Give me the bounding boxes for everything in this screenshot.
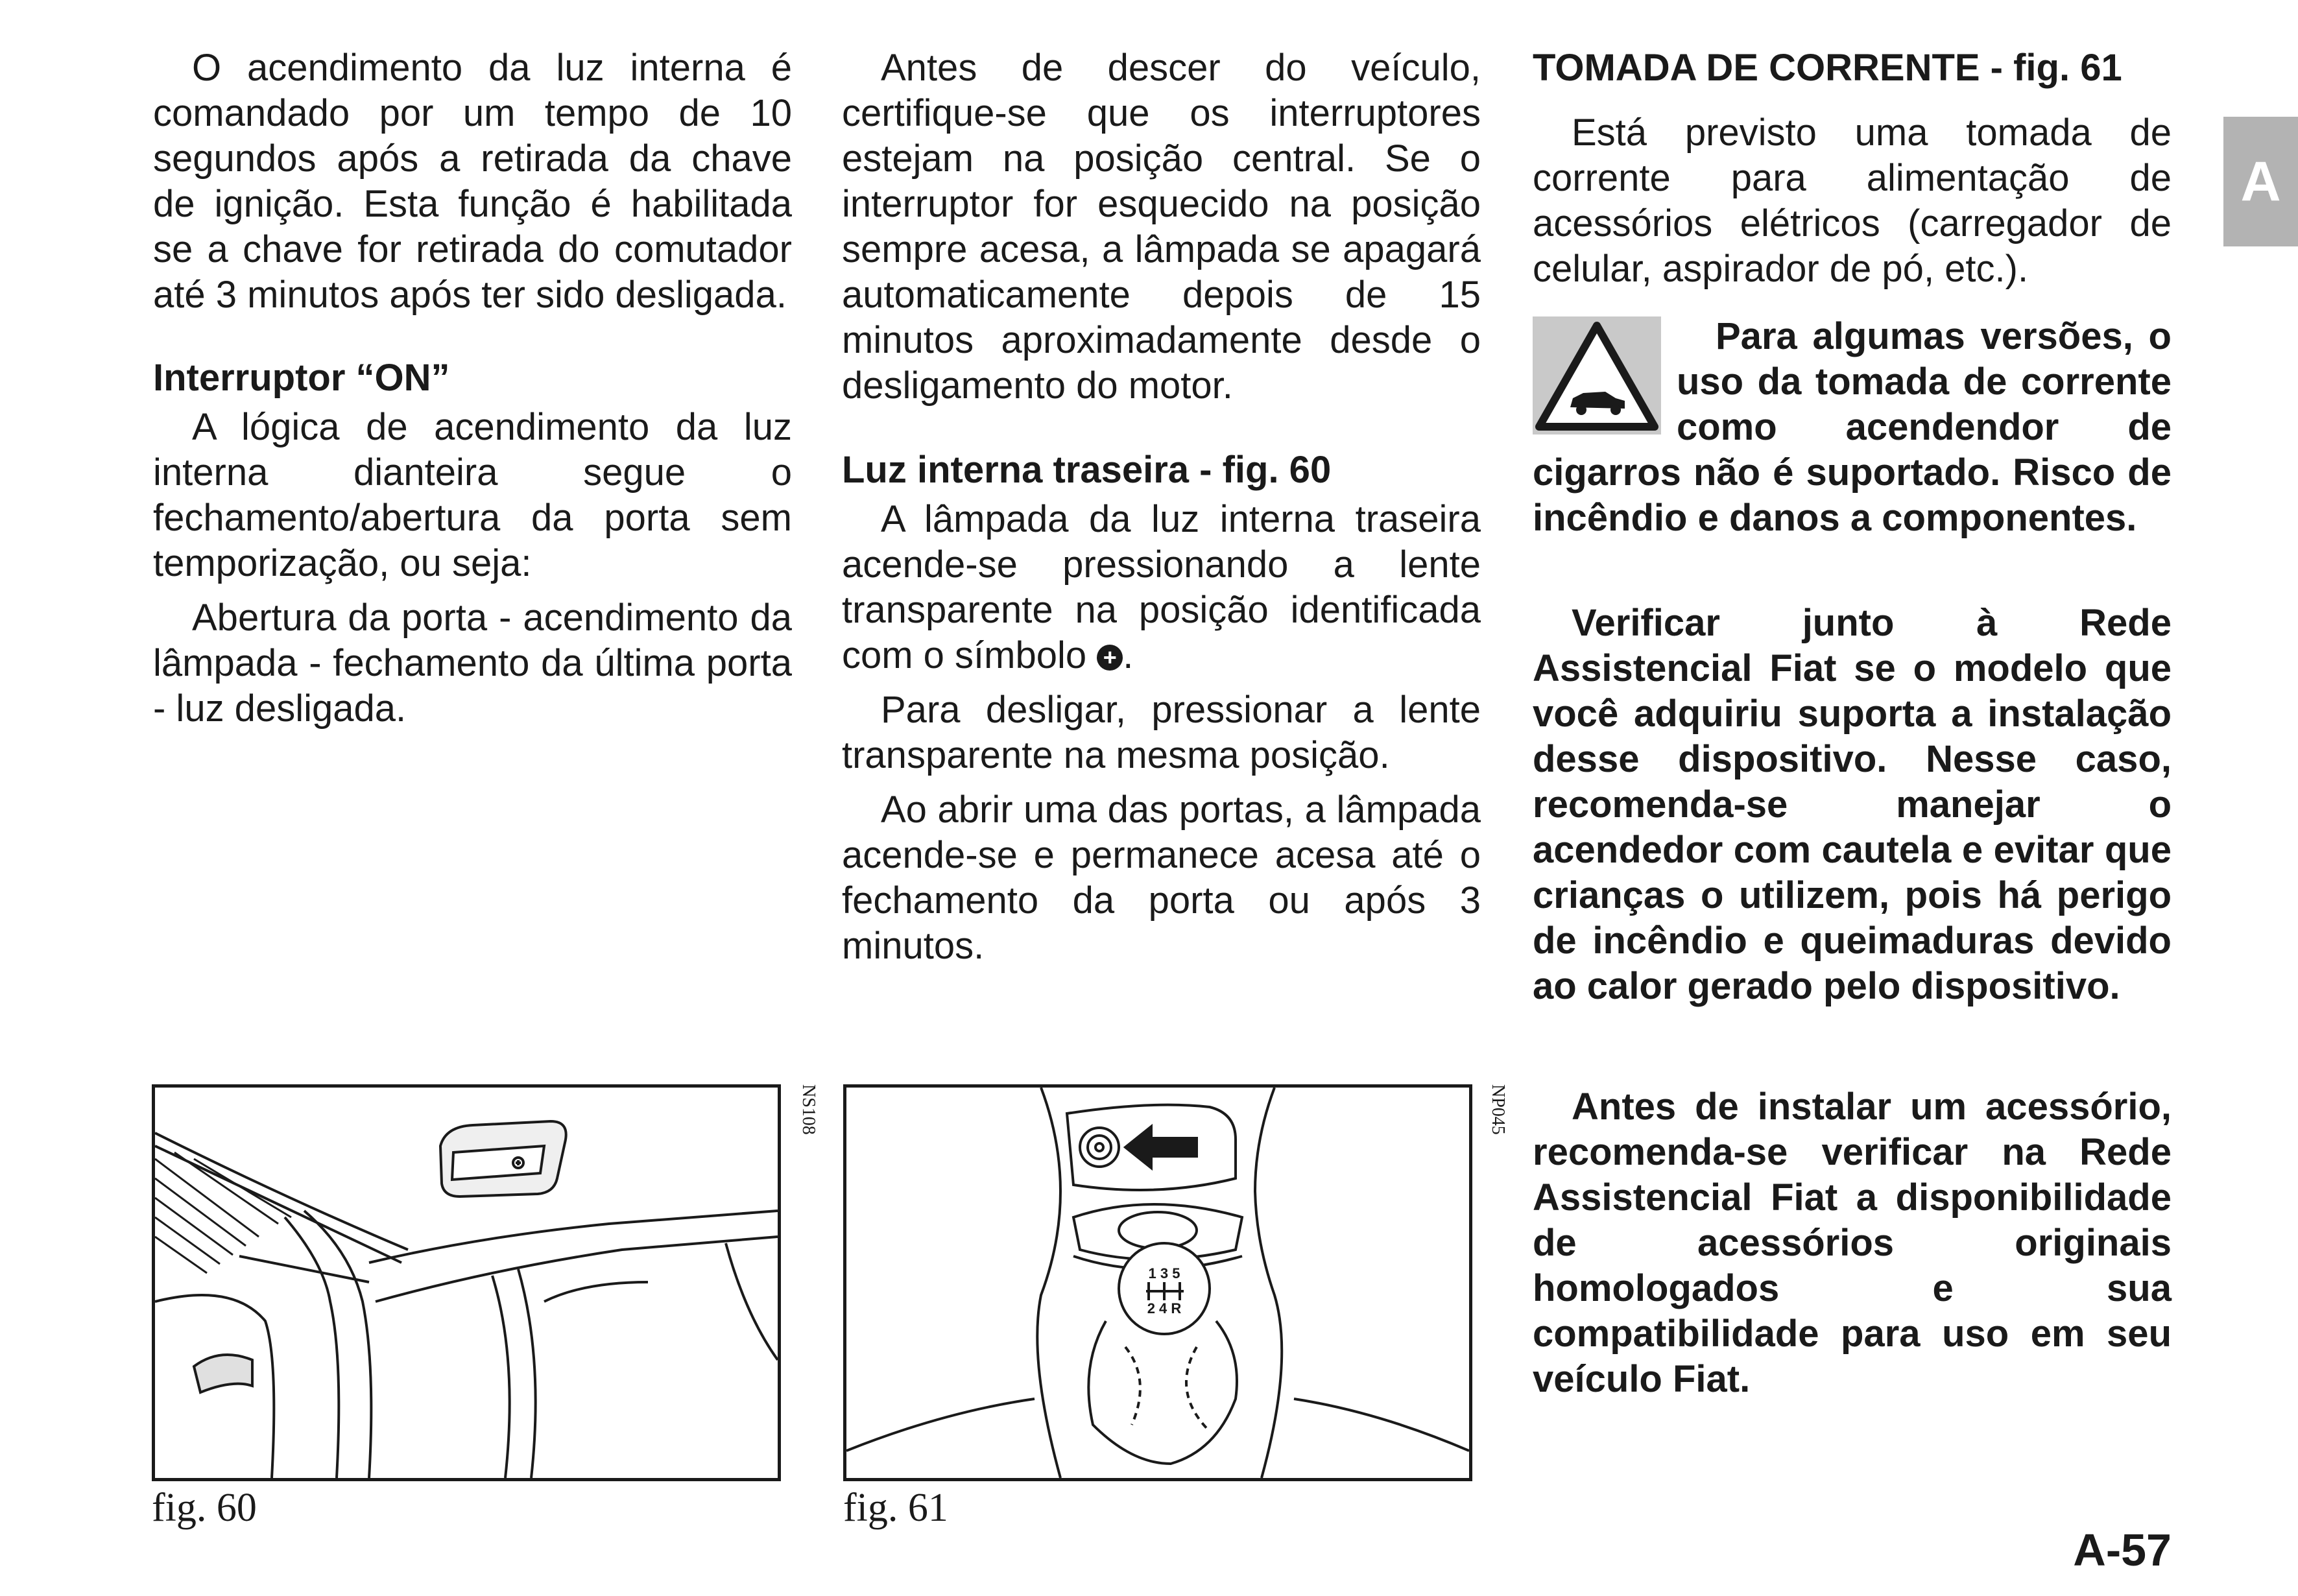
paragraph: Antes de descer do veículo, certifique-se que os interruptores estejam na posição central. Se o interruptor for esquecido na posição sempre acesa, a lâmpada se apagará automaticamente depois de 15 minutos aproximadamente desde o desligamento do motor. [842, 47, 1481, 407]
paragraph-end: . [1123, 634, 1134, 676]
paragraph: Para desligar, pressionar a lente transparente na mesma posição. [842, 689, 1481, 776]
paragraph [842, 497, 1481, 678]
paragraph: Ao abrir uma das portas, a lâmpada acende-se e permanece acesa até o fechamento da porta ou após 3 minutos. [842, 789, 1481, 967]
paragraph-text: A lâmpada da luz interna traseira acende-se pressionando a lente transparente na posição identificada com o símbolo [842, 498, 1481, 676]
arrow-icon [1125, 1126, 1197, 1168]
figure-caption: fig. 60 [152, 1486, 257, 1530]
section-heading: Interruptor “ON” [153, 357, 450, 399]
gear-pattern-bottom: 2 4 R [1147, 1300, 1182, 1316]
gear-pattern-top: 1 3 5 [1148, 1265, 1180, 1281]
plus-symbol-icon: + [1097, 645, 1123, 671]
section-heading: Luz interna traseira - fig. 60 [842, 449, 1332, 491]
section-heading: TOMADA DE CORRENTE - fig. 61 [1533, 47, 2122, 89]
paragraph: O acendimento da luz interna é comandado por um tempo de 10 segundos após a retirada da chave de ignição. Esta função é habilitada se a chave for retirada do comutador até 3 minutos após ter sido desligada. [153, 47, 792, 316]
power-socket-icon [1080, 1128, 1119, 1167]
paragraph: Abertura da porta - acendimento da lâmpada - fechamento da última porta - luz desligada. [153, 597, 792, 730]
bold-paragraph: Verificar junto à Rede Assistencial Fiat se o modelo que você adquiriu suporta a instalação desse dispositivo. Nesse caso, recomenda-se manejar o acendedor com cautela e evitar que crianças o utilizem, pois há perigo de incêndio e queimaduras devido ao calor gerado pelo dispositivo. [1533, 602, 2172, 1007]
interior-lamp-icon [440, 1121, 566, 1197]
figure-code: NP045 [1488, 1084, 1508, 1135]
section-tab-letter: A [2240, 150, 2281, 213]
figure-caption: fig. 61 [843, 1486, 948, 1530]
warning-block [1533, 314, 2172, 541]
column-1 [153, 45, 792, 741]
warning-triangle-icon [1533, 316, 1661, 435]
section-tab [2223, 117, 2298, 246]
column-2 [842, 45, 1481, 978]
warning-text: Para algumas versões, o uso da tomada de corrente como acendendor de cigarros não é suportado. Risco de incêndio e danos a componentes. [1533, 315, 2172, 539]
page-number: A-57 [2073, 1525, 2172, 1575]
paragraph: Está previsto uma tomada de corrente para alimentação de acessórios elétricos (carregador de celular, aspirador de pó, etc.). [1533, 112, 2172, 290]
figure-60-illustration [152, 1084, 781, 1481]
gear-knob-icon [1119, 1243, 1210, 1334]
paragraph: A lógica de acendimento da luz interna dianteira segue o fechamento/abertura da porta sem temporização, ou seja: [153, 406, 792, 584]
column-3 [1533, 45, 2172, 1411]
figure-61-illustration [843, 1084, 1472, 1481]
figure-code: NS108 [798, 1084, 819, 1135]
bold-paragraph: Antes de instalar um acessório, recomenda-se verificar na Rede Assistencial Fiat a disponibilidade de acessórios originais homologados e sua compatibilidade para uso em seu veículo Fiat. [1533, 1086, 2172, 1400]
